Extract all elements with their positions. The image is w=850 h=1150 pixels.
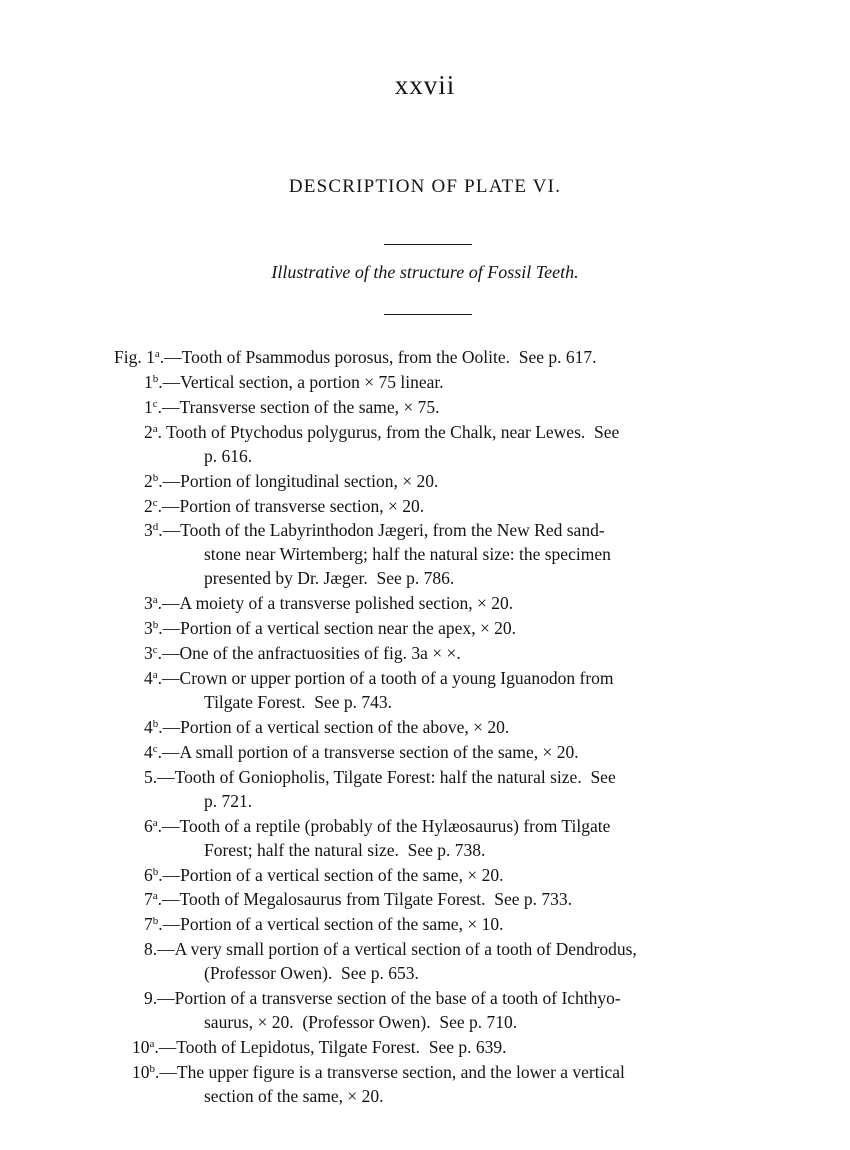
figure-caption: .—Tooth of Lepidotus, Tilgate Forest. See p. 639. (154, 1037, 507, 1057)
figure-entry (144, 715, 509, 739)
figure-entry (144, 986, 621, 1033)
figure-entry (144, 518, 611, 589)
figure-letter: b (149, 1062, 155, 1075)
figure-number: 9 (144, 988, 153, 1009)
figure-caption: .—Tooth of the Labyrinthodon Jægeri, from the New Red sand- (158, 520, 605, 541)
figure-number: 2 (144, 495, 153, 516)
figure-number: 10 (132, 1037, 150, 1057)
figure-entry (132, 1060, 625, 1106)
figure-entry (144, 469, 438, 493)
plate-subtitle: Illustrative of the structure of Fossil Teeth. (271, 262, 579, 282)
figure-entry (144, 863, 503, 887)
figure-caption-continued: section of the same, × 20. (204, 1085, 384, 1106)
figure-caption: .—Portion of a vertical section of the same, × 10. (158, 914, 504, 935)
figure-letter: b (152, 915, 159, 928)
figure-letter: b (152, 619, 159, 632)
figure-letter: b (152, 372, 159, 385)
figure-entry (144, 395, 440, 419)
figure-number: 2 (144, 470, 153, 491)
figure-number: 7 (144, 914, 153, 935)
figure-letter: a (152, 669, 158, 681)
figure-letter: b (152, 717, 159, 730)
figure-number: Fig. 1 (114, 347, 155, 367)
figure-caption: .—Tooth of Megalosaurus from Tilgate Forest. See p. 733. (157, 889, 573, 910)
figure-number: 4 (144, 668, 153, 688)
figure-letter: a (152, 816, 158, 829)
figure-caption: .—One of the anfractuosities of fig. 3a × ×. (157, 643, 461, 664)
figure-letter: c (152, 397, 158, 410)
figure-entry (144, 420, 620, 466)
figure-letter: a (149, 1038, 155, 1050)
figure-caption: . Tooth of Ptychodus polygurus, from the Chalk, near Lewes. See (157, 421, 620, 442)
figure-caption: .—Vertical section, a portion × 75 linear. (158, 371, 444, 392)
figure-caption: .—A moiety of a transverse polished section, × 20. (157, 593, 514, 614)
figure-letter: a (152, 890, 158, 903)
figure-letter: a (152, 422, 158, 435)
figure-caption-continued: p. 721. (204, 790, 253, 811)
figure-number: 6 (144, 864, 153, 885)
figure-letter: c (152, 644, 158, 657)
figure-caption-continued: (Professor Owen). See p. 653. (204, 963, 419, 984)
figure-letter: b (152, 865, 159, 878)
figure-caption: .—Portion of a vertical section of the above, × 20. (158, 716, 510, 737)
figure-entry (144, 740, 579, 764)
figure-number: 5 (144, 766, 153, 787)
figure-caption: .—A very small portion of a vertical section of a tooth of Dendrodus, (152, 939, 637, 960)
figure-letter: a (152, 594, 158, 607)
figure-number: 3 (144, 618, 153, 639)
figure-entry (144, 641, 461, 665)
figure-number: 4 (144, 716, 153, 737)
figure-entry (144, 765, 616, 811)
figure-caption-continued: Tilgate Forest. See p. 743. (204, 692, 392, 712)
figure-caption: .—Portion of transverse section, × 20. (157, 495, 425, 516)
figure-number: 3 (144, 643, 153, 664)
figure-letter: d (152, 521, 159, 534)
figure-entry (144, 912, 503, 936)
figure-caption: .—Portion of a transverse section of the base of a tooth of Ichthyo- (152, 988, 621, 1009)
figure-entry (144, 591, 513, 615)
figure-letter: c (152, 496, 158, 509)
title-rule-bottom (384, 314, 472, 315)
figure-entry (114, 345, 596, 369)
figure-letter: c (152, 742, 158, 755)
figure-number: 1 (144, 396, 153, 417)
figure-caption: .—Tooth of Goniopholis, Tilgate Forest: half the natural size. See (152, 766, 616, 787)
figure-caption: .—Portion of longitudinal section, × 20. (158, 470, 439, 491)
figure-entry (144, 814, 611, 860)
plate-title: DESCRIPTION OF PLATE VI. (288, 176, 562, 197)
figure-caption-continued: stone near Wirtemberg; half the natural size: the specimen (204, 544, 611, 565)
figure-number: 6 (144, 815, 153, 836)
figure-letter: b (152, 471, 159, 484)
figure-number: 7 (144, 889, 153, 910)
figure-caption: .—Tooth of a reptile (probably of the Hylæosaurus) from Tilgate (157, 815, 611, 836)
figure-caption-continued: Forest; half the natural size. See p. 738. (204, 839, 486, 860)
figure-number: 2 (144, 421, 153, 442)
figure-caption-continued: presented by Dr. Jæger. See p. 786. (204, 568, 455, 589)
figure-entry (144, 937, 637, 984)
figure-caption: .—Crown or upper portion of a tooth of a young Iguanodon from (157, 668, 614, 688)
figure-number: 3 (144, 520, 153, 541)
figure-caption: .—Tooth of Psammodus porosus, from the Oolite. See p. 617. (159, 347, 597, 367)
figure-caption-continued: saurus, × 20. (Professor Owen). See p. 710. (204, 1012, 518, 1033)
figure-caption: .—The upper figure is a transverse section, and the lower a vertical (155, 1061, 625, 1082)
figure-caption: .—A small portion of a transverse section of the same, × 20. (157, 741, 579, 762)
figure-caption: .—Transverse section of the same, × 75. (157, 396, 440, 417)
figure-caption-continued: p. 616. (204, 445, 253, 466)
figure-entry (144, 887, 572, 911)
page-number: xxvii (394, 70, 456, 100)
figure-entry (144, 370, 444, 394)
figure-number: 3 (144, 593, 153, 614)
figure-entry (144, 494, 424, 518)
title-rule-top (384, 244, 472, 245)
figure-number: 4 (144, 741, 153, 762)
figure-number: 1 (144, 371, 153, 392)
figure-entry (144, 616, 516, 640)
figure-entry (144, 666, 614, 712)
figure-number: 10 (132, 1061, 150, 1082)
figure-letter: a (154, 348, 160, 360)
figure-entry (132, 1035, 507, 1059)
figure-caption: .—Portion of a vertical section near the apex, × 20. (158, 618, 517, 639)
figure-caption: .—Portion of a vertical section of the same, × 20. (158, 864, 504, 885)
figure-number: 8 (144, 939, 153, 960)
